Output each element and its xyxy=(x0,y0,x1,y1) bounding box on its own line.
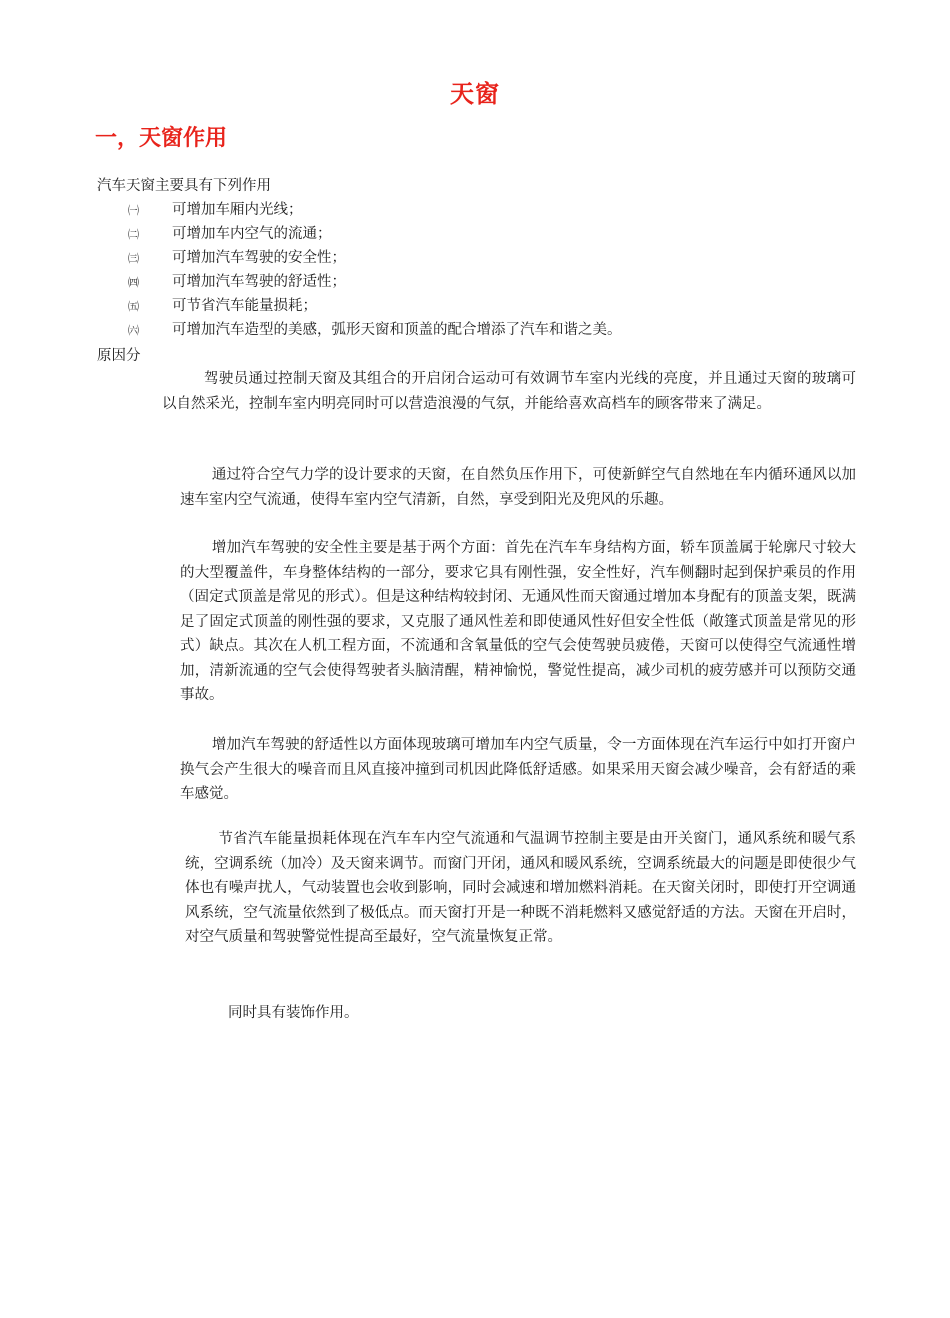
list-item xyxy=(128,296,346,320)
list-item-clipped xyxy=(128,318,728,342)
intro-text: 汽车天窗主要具有下列作用 xyxy=(97,178,271,194)
document-title: 天窗 xyxy=(450,80,500,108)
list-item xyxy=(128,248,346,272)
paragraph-comfort: 增加汽车驾驶的舒适性以方面体现玻璃可增加车内空气质量，令一方面体现在汽车运行中如打开窗户换气会产生很大的噪音而且风直接冲撞到司机因此降低舒适感。如果采用天窗会减少噪音，会有舒适的乘车感觉。 xyxy=(180,737,856,802)
list-text: 可增加汽车驾驶的舒适性； xyxy=(172,274,346,290)
list-text: 可增加汽车驾驶的安全性； xyxy=(172,250,346,266)
paragraph-ventilation: 通过符合空气力学的设计要求的天窗，在自然负压作用下，可使新鲜空气自然地在车内循环通风以加速车室内空气流通，使得车室内空气清新，自然，享受到阳光及兜风的乐趣。 xyxy=(180,467,856,508)
list-item xyxy=(128,200,346,224)
list-text: 可增加汽车造型的美感，弧形天窗和顶盖的配合增添了汽车和谐之美。 xyxy=(172,322,622,338)
list-number: ㈥ xyxy=(128,324,139,337)
list-number: ㈢ xyxy=(128,252,139,265)
reason-label: 原因分 xyxy=(97,348,141,364)
list-number: ㈣ xyxy=(128,276,139,289)
list-text: 可增加车内空气的流通； xyxy=(172,226,332,242)
function-list xyxy=(128,200,346,320)
paragraph-energy: 节省汽车能量损耗体现在汽车车内空气流通和气温调节控制主要是由开关窗门，通风系统和暖气系统，空调系统（加冷）及天窗来调节。而窗门开闭，通风和暖风系统，空调系统最大的问题是即使很少气体也有噪声扰人，气动装置也会收到影响，同时会减速和增加燃料消耗。在天窗关闭时，即使打开空调通风系统，空气流量依然到了极低点。而天窗打开是一种既不消耗燃料又感觉舒适的方法。天窗在开启时，对空气质量和驾驶警觉性提高至最好，空气流量恢复正常。 xyxy=(185,831,856,945)
list-number: ㈤ xyxy=(128,300,139,313)
list-number: ㈠ xyxy=(128,204,139,217)
list-text: 可增加车厢内光线； xyxy=(172,202,303,218)
list-number: ㈡ xyxy=(128,228,139,241)
paragraph-decoration: 同时具有装饰作用。 xyxy=(228,1005,359,1021)
paragraph-lighting: 驾驶员通过控制天窗及其组合的开启闭合运动可有效调节车室内光线的亮度，并且通过天窗的玻璃可以自然采光，控制车室内明亮同时可以营造浪漫的气氛，并能给喜欢高档车的顾客带来了满足。 xyxy=(162,371,856,412)
list-item xyxy=(128,224,346,248)
section-heading: 一，天窗作用 xyxy=(95,126,228,151)
list-item xyxy=(128,272,346,296)
paragraph-safety: 增加汽车驾驶的安全性主要是基于两个方面：首先在汽车车身结构方面，轿车顶盖属于轮廓尺寸较大的大型覆盖件，车身整体结构的一部分，要求它具有刚性强，安全性好，汽车侧翻时起到保护乘员的作用（固定式顶盖是常见的形式）。但是这种结构较封闭、无通风性而天窗通过增加本身配有的顶盖支架，既满足了固定式顶盖的刚性强的要求，又克服了通风性差和即使通风性好但安全性低（敞篷式顶盖是常见的形式）缺点。其次在人机工程方面，不流通和含氧量低的空气会使驾驶员疲倦，天窗可以使得空气流通性增加，清新流通的空气会使得驾驶者头脑清醒，精神愉悦，警觉性提高，减少司机的疲劳感并可以预防交通事故。 xyxy=(180,540,856,703)
list-text: 可节省汽车能量损耗； xyxy=(172,298,317,314)
